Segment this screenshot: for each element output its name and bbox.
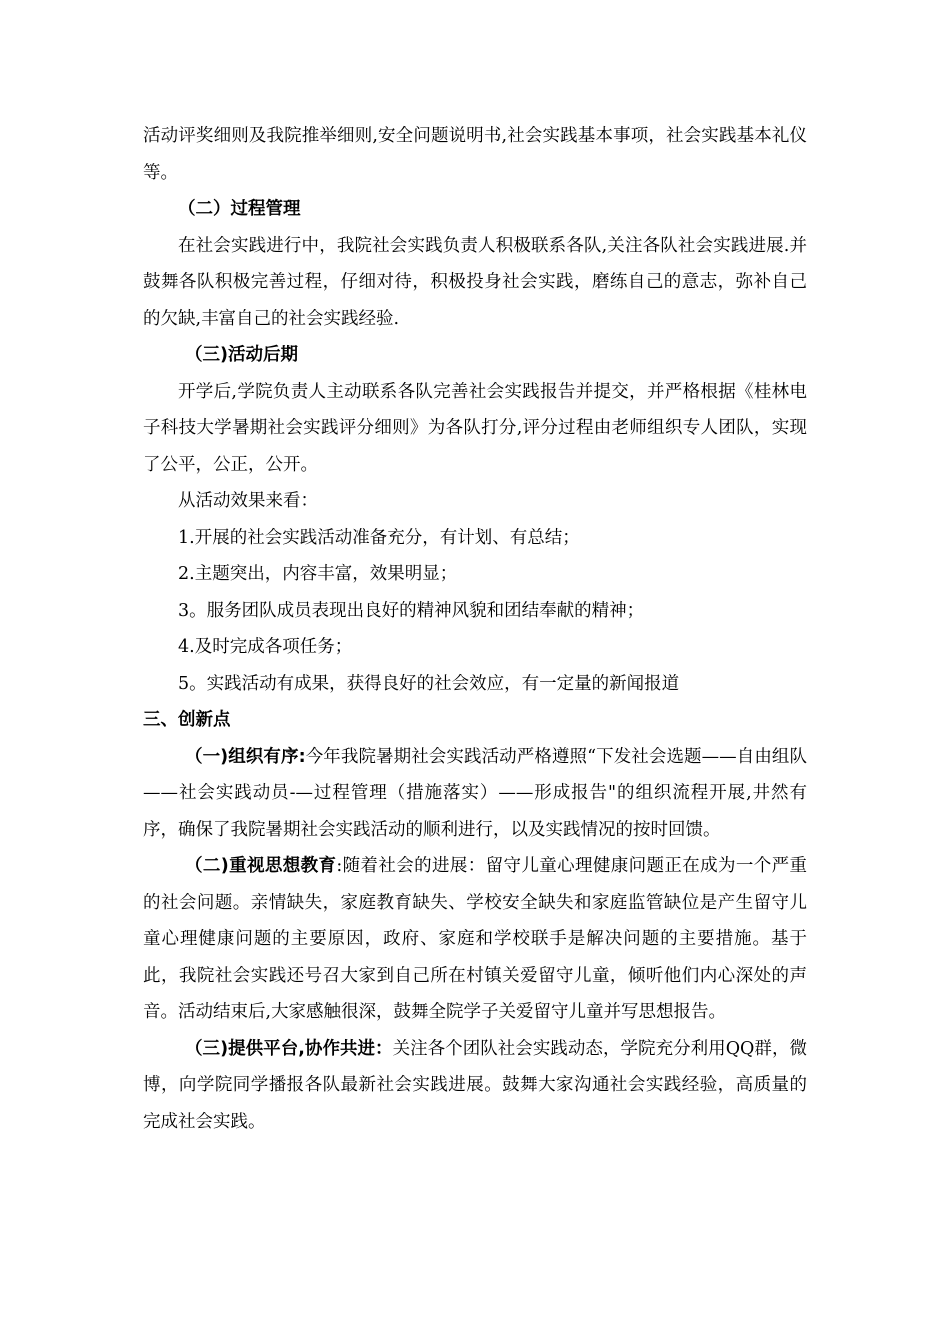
list-item: 1.开展的社会实践活动准备充分，有计划、有总结；	[178, 527, 580, 548]
innovation-point-platform	[143, 1031, 807, 1141]
section-heading-late-stage: （三)活动后期	[185, 345, 298, 365]
list-item: 2.主题突出，内容丰富，效果明显；	[178, 564, 458, 584]
innovation-point-organization	[143, 739, 807, 849]
list-item: 3。服务团队成员表现出良好的精神风貌和团结奉献的精神；	[178, 600, 645, 621]
innovation-point-body: :随着社会的进展：留守儿童心理健康问题正在成为一个严重的社会问题。亲情缺失，家庭教育缺失、学校安全缺失和家庭监管缺位是产生留守儿童心理健康问题的主要原因，政府、家庭和学校联手是解决问题的主要措施。基于此，我院社会实践还号召大家到自己所在村镇关爱留守儿童，倾听他们内心深处的声音。活动结束后,大家感触很深，鼓舞全院学子关爱留守儿童并写思想报告。	[143, 856, 807, 1022]
effects-intro: 从活动效果来看：	[178, 491, 318, 511]
list-item: 4.及时完成各项任务；	[178, 637, 353, 657]
continued-paragraph: 活动评奖细则及我院推举细则,安全问题说明书,社会实践基本事项，社会实践基本礼仪等。	[143, 126, 807, 183]
innovation-point-lead: （三)提供平台,协作共进：	[185, 1038, 393, 1059]
paragraph-late-stage: 开学后,学院负责人主动联系各队完善社会实践报告并提交，并严格根据《桂林电子科技大学暑期社会实践评分细则》为各队打分,评分过程由老师组织专人团队，实现了公平，公正，公开。	[143, 381, 807, 475]
paragraph-process-management: 在社会实践进行中，我院社会实践负责人积极联系各队,关注各队社会实践进展.并鼓舞各队积极完善过程，仔细对待，积极投身社会实践，磨练自己的意志，弥补自己的欠缺,丰富自己的社会实践经验.	[143, 235, 807, 329]
list-item: 5。实践活动有成果，获得良好的社会效应，有一定量的新闻报道	[178, 673, 680, 694]
innovation-point-education	[143, 848, 807, 1031]
innovation-point-body: 今年我院暑期社会实践活动严格遵照“下发社会选题——自由组队——社会实践动员-—过程管理（措施落实）——形成报告"的组织流程开展,井然有序，确保了我院暑期社会实践活动的顺利进行，以及实践情况的按时回馈。	[143, 746, 807, 840]
document-page	[143, 118, 807, 1140]
innovation-point-lead: （一)组织有序:	[185, 746, 306, 767]
section-heading-innovation: 三、创新点	[143, 710, 231, 730]
innovation-point-body: 关注各个团队社会实践动态，学院充分利用QQ群，微博，向学院同学播报各队最新社会实践进展。鼓舞大家沟通社会实践经验，高质量的完成社会实践。	[143, 1038, 807, 1132]
innovation-point-lead: （二)重视思想教育	[185, 856, 337, 876]
section-heading-process-management: （二）过程管理	[178, 199, 301, 219]
